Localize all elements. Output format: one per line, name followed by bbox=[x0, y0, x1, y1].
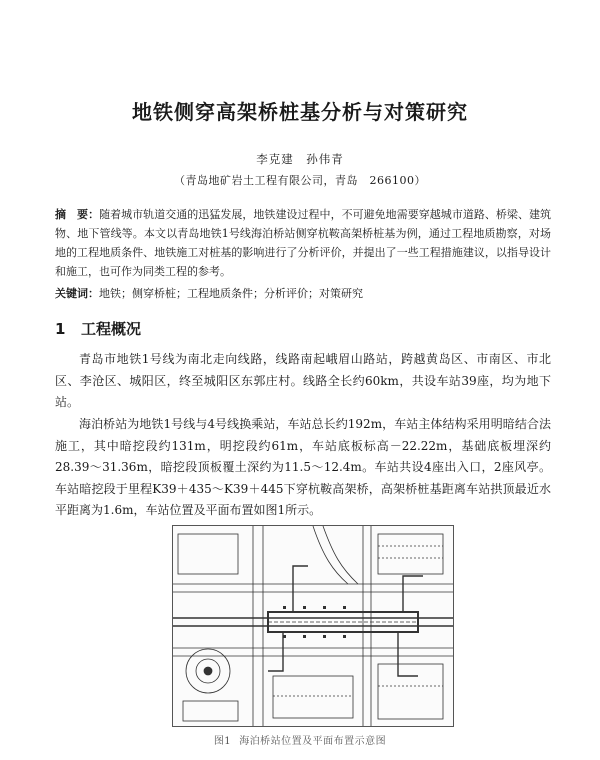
paper-affiliation: （青岛地矿岩土工程有限公司，青岛 266100） bbox=[174, 174, 426, 187]
keywords-text: 地铁；侧穿桥桩；工程地质条件；分析评价；对策研究 bbox=[99, 287, 363, 300]
figure-label: 图1 bbox=[213, 736, 232, 747]
section-number: 1 bbox=[55, 320, 66, 338]
body-paragraph-2: 海泊桥站为地铁1号线与4号线换乘站，车站总长约192m，车站主体结构采用明暗结合法施工，其中暗挖段约131m，明挖段约61m，车站底板标高－22.22m，基础底板埋深约28.39～31.36m，暗挖段顶板覆土深约为11.5～12.4m。车站共设4座出入口，2座风亭。车站暗挖段于里程K39＋435～K39＋445下穿杭鞍高架桥，高架桥桩基距离车站拱顶最近水平距离为1.6m，车站位置及平面布置如图1所示。 bbox=[55, 417, 551, 517]
section-title: 工程概况 bbox=[81, 320, 142, 338]
abstract-text: 随着城市轨道交通的迅猛发展，地铁建设过程中，不可避免地需要穿越城市道路、桥梁、建筑物、地下管线等。本文以青岛地铁1号线海泊桥站侧穿杭鞍高架桥桩基为例，通过工程地质勘察，对场地的工程地质条件、地铁施工对桩基的影响进行了分析评价，并提出了一些工程措施建议，以指导设计和施工，也可作为同类工程的参考。 bbox=[55, 208, 551, 278]
body-paragraph-1: 青岛市地铁1号线为南北走向线路，线路南起峨眉山路站，跨越黄岛区、市南区、市北区、李沧区、城阳区，终至城阳区东郭庄村。线路全长约60km，共设车站39座，均为地下站。 bbox=[55, 352, 551, 409]
paper-title: 地铁侧穿高架桥桩基分析与对策研究 bbox=[132, 100, 468, 124]
section-heading bbox=[55, 318, 141, 339]
abstract bbox=[55, 205, 551, 281]
site-plan-drawing bbox=[173, 526, 453, 726]
figure-caption-text: 海泊桥站位置及平面布置示意图 bbox=[239, 736, 387, 747]
paper-authors: 李克建 孙伟青 bbox=[256, 152, 344, 166]
keywords-label: 关键词： bbox=[55, 287, 99, 300]
abstract-label: 摘 要： bbox=[55, 208, 100, 221]
figure-caption bbox=[0, 732, 600, 747]
keywords bbox=[55, 284, 551, 303]
figure-site-plan bbox=[172, 525, 454, 727]
